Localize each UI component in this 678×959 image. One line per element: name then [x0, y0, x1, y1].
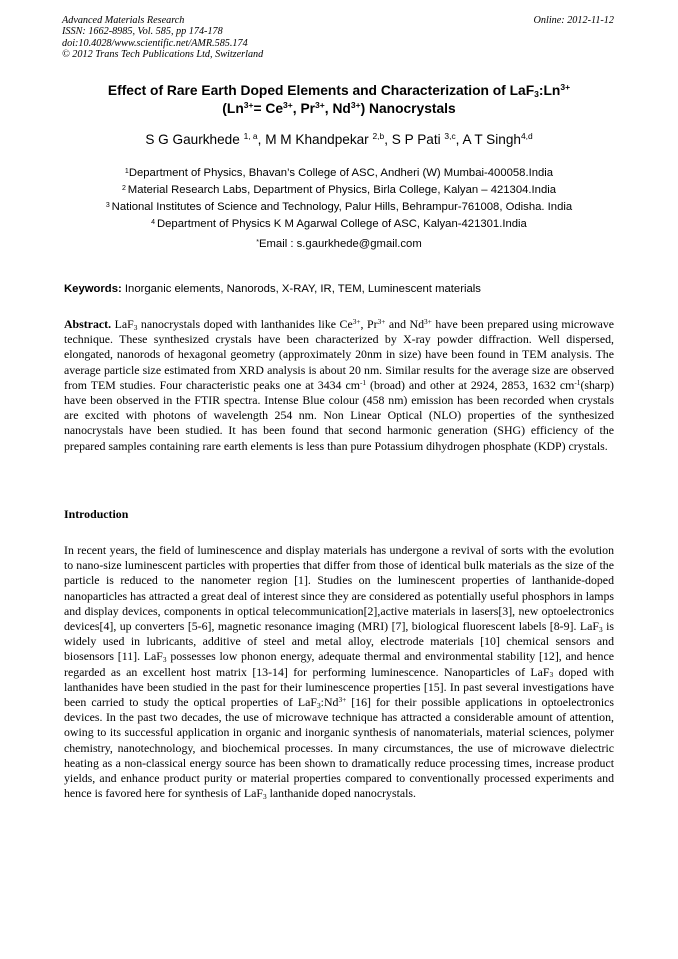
- journal-copyright: © 2012 Trans Tech Publications Ltd, Switzerland: [62, 48, 264, 60]
- introduction-paragraph: In recent years, the field of luminescence and display materials has undergone a revival of sorts with the evolution to nano-size luminescent particles with properties that differ from those of identical bulk materials as the size of the particle is reduced to the nanometer region [1]. Studies on the luminescent properties of lanthanide-doped nanoparticles has attracted a great deal of interest since they are considered as potentially useful phosphors in lamps and display devices, components in optical telecommunication[2],active materials in lasers[3], new optoelectronics devices[4], up converters [5-6], magnetic resonance imaging (MRI) [7], biological fluorescent labels [8-9]. LaF$_3$ is widely used in lubricants, additive of steel and metal alloy, electrode materials [10] chemical sensors and biosensors [11]. LaF$_3$ possesses low phonon energy, adequate thermal and environmental stability [12], and hence regarded as an excellent host matrix [13-14] for performing luminescence. Nanoparticles of LaF$_3$ doped with lanthanides have been studied in the past for their luminescence properties [15]. In past several investigations have been carried to study the optical properties of $LaF_3:Nd^{3+}$ [16] for their possible applications in optoelectronics devices. In the past two decades, the use of microwave technique has attracted a considerable amount of attention, owing to its successful application in organic and inorganic synthesis of nanomaterials, material sciences, polymer chemistry, nanotechnology, and biochemical processes. In many circumstances, the use of microwave dielectric heating as a non-classical energy source has been shown to dramatically reduce processing times, increase product yields, and enhance product purity or material properties compared to conventionally processed experiments and hence is favored here for synthesis of LaF$_3$ lanthanide doped nanocrystals.: [64, 543, 614, 802]
- author: S G Gaurkhede $^{1, a}$,: [145, 131, 266, 147]
- paper-title: [40, 82, 638, 118]
- journal-header: [62, 15, 263, 60]
- author: S P Pati $^{3,c}$,: [391, 131, 463, 147]
- section-heading-introduction: Introduction: [64, 507, 129, 521]
- journal-doi: doi:10.4028/www.scientific.net/AMR.585.174: [62, 37, 248, 49]
- keywords: [64, 281, 616, 297]
- abstract: Abstract. LaF$_3$ nanocrystals doped with lanthanides like $Ce^{3+}$, $Pr^{3+}$ and $Nd^{3+}$ have been prepared using microwave technique. These synthesized crystals have been characterized by X-ray powder diffraction. Well dispersed, elongated, nanorods of hexagonal geometry (approximately 20nm in size) have been found in TEM analysis. The average particle size estimated from XRD analysis is about 20 nm. Similar results for the average size are observed from TEM studies. Four characteristic peaks one at 3434 $cm^{-1}$ (broad) and other at 2924, 2853, 1632 $cm^{-1}(sharp)$ have been observed in the FTIR spectra. Intense Blue colour (458 nm) emission has been recorded when crystals are excited with photons of wavelength 254 nm. Non Linear Optical (NLO) properties of the synthesized nanocrystals have been studied. It has been found that second harmonic generation (SHG) efficiency of the prepared samples containing rare earth elements is less than pure Potassium dihydrogen phosphate (KDP) crystals.: [64, 316, 615, 453]
- affiliation: $^4$ Department of Physics K M Agarwal College of ASC, Kalyan-421301.India: [151, 218, 527, 230]
- journal-issn: ISSN: 1662-8985, Vol. 585, pp 174-178: [62, 26, 223, 38]
- affiliation: $^1$Department of Physics, Bhavan’s College of ASC, Andheri (W) Mumbai-400058.India: [124, 167, 554, 179]
- abstract-label: Abstract.: [64, 317, 112, 331]
- keywords-label: Keywords:: [64, 283, 122, 295]
- author: M M Khandpekar $^{2,b}$,: [265, 131, 392, 147]
- title-line-1: Effect of Rare Earth Doped Elements and Characterization of $LaF_3:Ln^{3+}$: [107, 82, 571, 100]
- online-date: Online: 2012-11-12: [533, 15, 614, 26]
- author: A T Singh$^{4,d}$: [462, 131, 533, 147]
- keywords-text: Inorganic elements, Nanorods, X-RAY, IR, TEM, Luminescent materials: [121, 283, 481, 295]
- journal-name: Advanced Materials Research: [62, 15, 185, 26]
- affiliation-list: [40, 165, 638, 233]
- contact-email: *Email : s.gaurkhede@gmail.com: [256, 238, 422, 250]
- affiliation: $^2$ Material Research Labs, Department of Physics, Birla College, Kalyan – 421304.India: [121, 184, 557, 196]
- title-line-2: ($Ln^{3+}= Ce^{3+}$, $Pr^{3+}$, $Nd^{3+}$) Nanocrystals: [222, 100, 456, 116]
- author-list: [40, 131, 638, 149]
- affiliation: $^3$ National Institutes of Science and Technology, Palur Hills, Behrampur-761008, Odisha. India: [105, 201, 573, 213]
